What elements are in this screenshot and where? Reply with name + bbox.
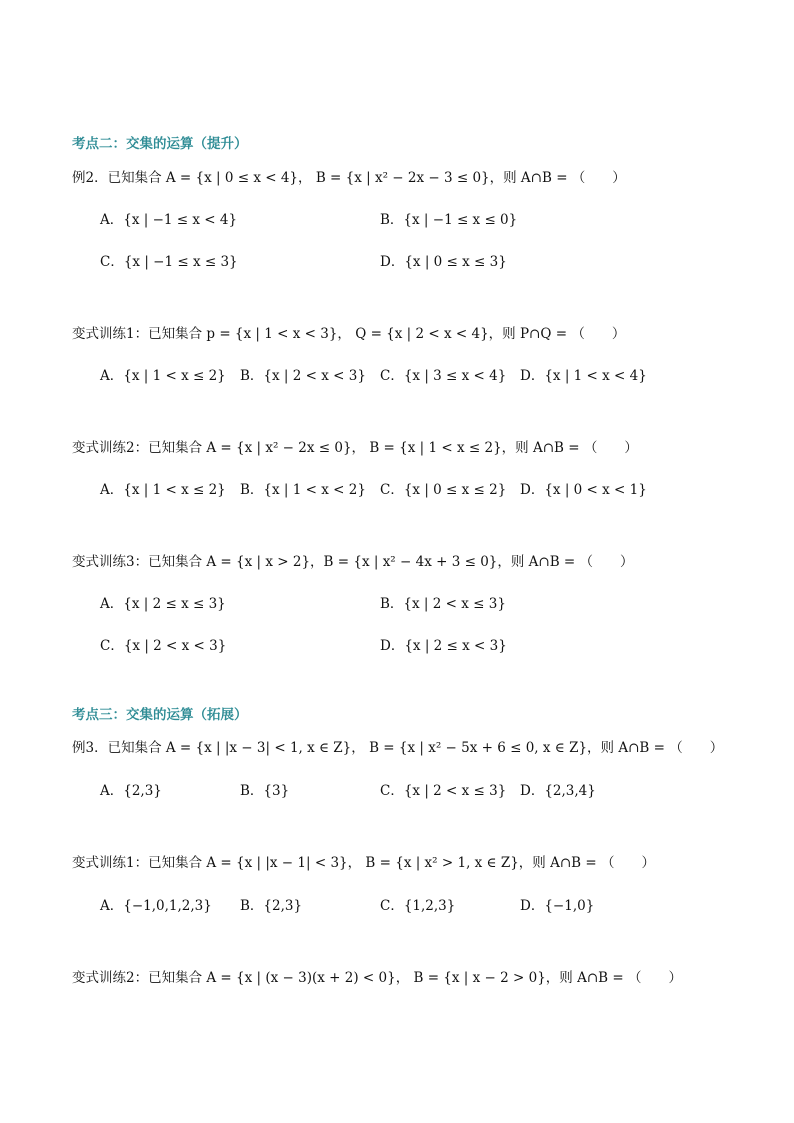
practice-2-3-option-b[interactable]: B．{x | 2 < x ≤ 3} <box>380 596 506 612</box>
practice-3-1-stem: 变式训练1：已知集合 A = {x | |x − 1| < 3}， B = {x | x² > 1, x ∈ Z}，则 A∩B = （ ） <box>72 855 655 871</box>
practice-2-3-stem: 变式训练3：已知集合 A = {x | x > 2}，B = {x | x² − 4x + 3 ≤ 0}，则 A∩B = （ ） <box>72 554 634 570</box>
practice-3-1-option-c[interactable]: C．{1,2,3} <box>380 898 456 914</box>
example-3-option-d[interactable]: D．{2,3,4} <box>520 783 596 799</box>
practice-2-1-stem: 变式训练1：已知集合 p = {x | 1 < x < 3}， Q = {x | 2 < x < 4}，则 P∩Q = （ ） <box>72 326 626 342</box>
practice-2-3-option-c[interactable]: C．{x | 2 < x < 3} <box>100 638 227 654</box>
practice-2-1-option-a[interactable]: A．{x | 1 < x ≤ 2} <box>100 368 226 384</box>
practice-2-2-option-a[interactable]: A．{x | 1 < x ≤ 2} <box>100 482 226 498</box>
example-2-option-c[interactable]: C．{x | −1 ≤ x ≤ 3} <box>100 254 238 270</box>
practice-2-2-option-d[interactable]: D．{x | 0 < x < 1} <box>520 482 647 498</box>
example-3-stem: 例3．已知集合 A = {x | |x − 3| < 1, x ∈ Z}， B = {x | x² − 5x + 6 ≤ 0, x ∈ Z}，则 A∩B = （ ） <box>72 740 724 756</box>
section-heading-3: 考点三：交集的运算（拓展） <box>72 707 248 723</box>
practice-2-2-option-b[interactable]: B．{x | 1 < x < 2} <box>240 482 366 498</box>
example-3-option-c[interactable]: C．{x | 2 < x ≤ 3} <box>380 783 507 799</box>
practice-3-2-stem: 变式训练2：已知集合 A = {x | (x − 3)(x + 2) < 0}， B = {x | x − 2 > 0}，则 A∩B = （ ） <box>72 970 682 986</box>
example-2-stem: 例2．已知集合 A = {x | 0 ≤ x < 4}， B = {x | x² − 2x − 3 ≤ 0}，则 A∩B = （ ） <box>72 170 626 186</box>
practice-2-2-stem: 变式训练2：已知集合 A = {x | x² − 2x ≤ 0}， B = {x | 1 < x ≤ 2}，则 A∩B = （ ） <box>72 440 638 456</box>
section-heading-2: 考点二：交集的运算（提升） <box>72 136 248 152</box>
practice-3-1-option-b[interactable]: B．{2,3} <box>240 898 303 914</box>
practice-2-1-option-c[interactable]: C．{x | 3 ≤ x < 4} <box>380 368 507 384</box>
practice-3-1-option-a[interactable]: A．{−1,0,1,2,3} <box>100 898 212 914</box>
practice-3-1-option-d[interactable]: D．{−1,0} <box>520 898 595 914</box>
practice-2-1-option-b[interactable]: B．{x | 2 < x < 3} <box>240 368 366 384</box>
practice-2-2-option-c[interactable]: C．{x | 0 ≤ x ≤ 2} <box>380 482 507 498</box>
example-3-option-b[interactable]: B．{3} <box>240 783 290 799</box>
practice-2-3-option-a[interactable]: A．{x | 2 ≤ x ≤ 3} <box>100 596 226 612</box>
practice-2-3-option-d[interactable]: D．{x | 2 ≤ x < 3} <box>380 638 507 654</box>
example-2-option-a[interactable]: A．{x | −1 ≤ x < 4} <box>100 212 238 228</box>
example-3-option-a[interactable]: A．{2,3} <box>100 783 162 799</box>
example-2-option-d[interactable]: D．{x | 0 ≤ x ≤ 3} <box>380 254 507 270</box>
practice-2-1-option-d[interactable]: D．{x | 1 < x < 4} <box>520 368 647 384</box>
example-2-option-b[interactable]: B．{x | −1 ≤ x ≤ 0} <box>380 212 518 228</box>
